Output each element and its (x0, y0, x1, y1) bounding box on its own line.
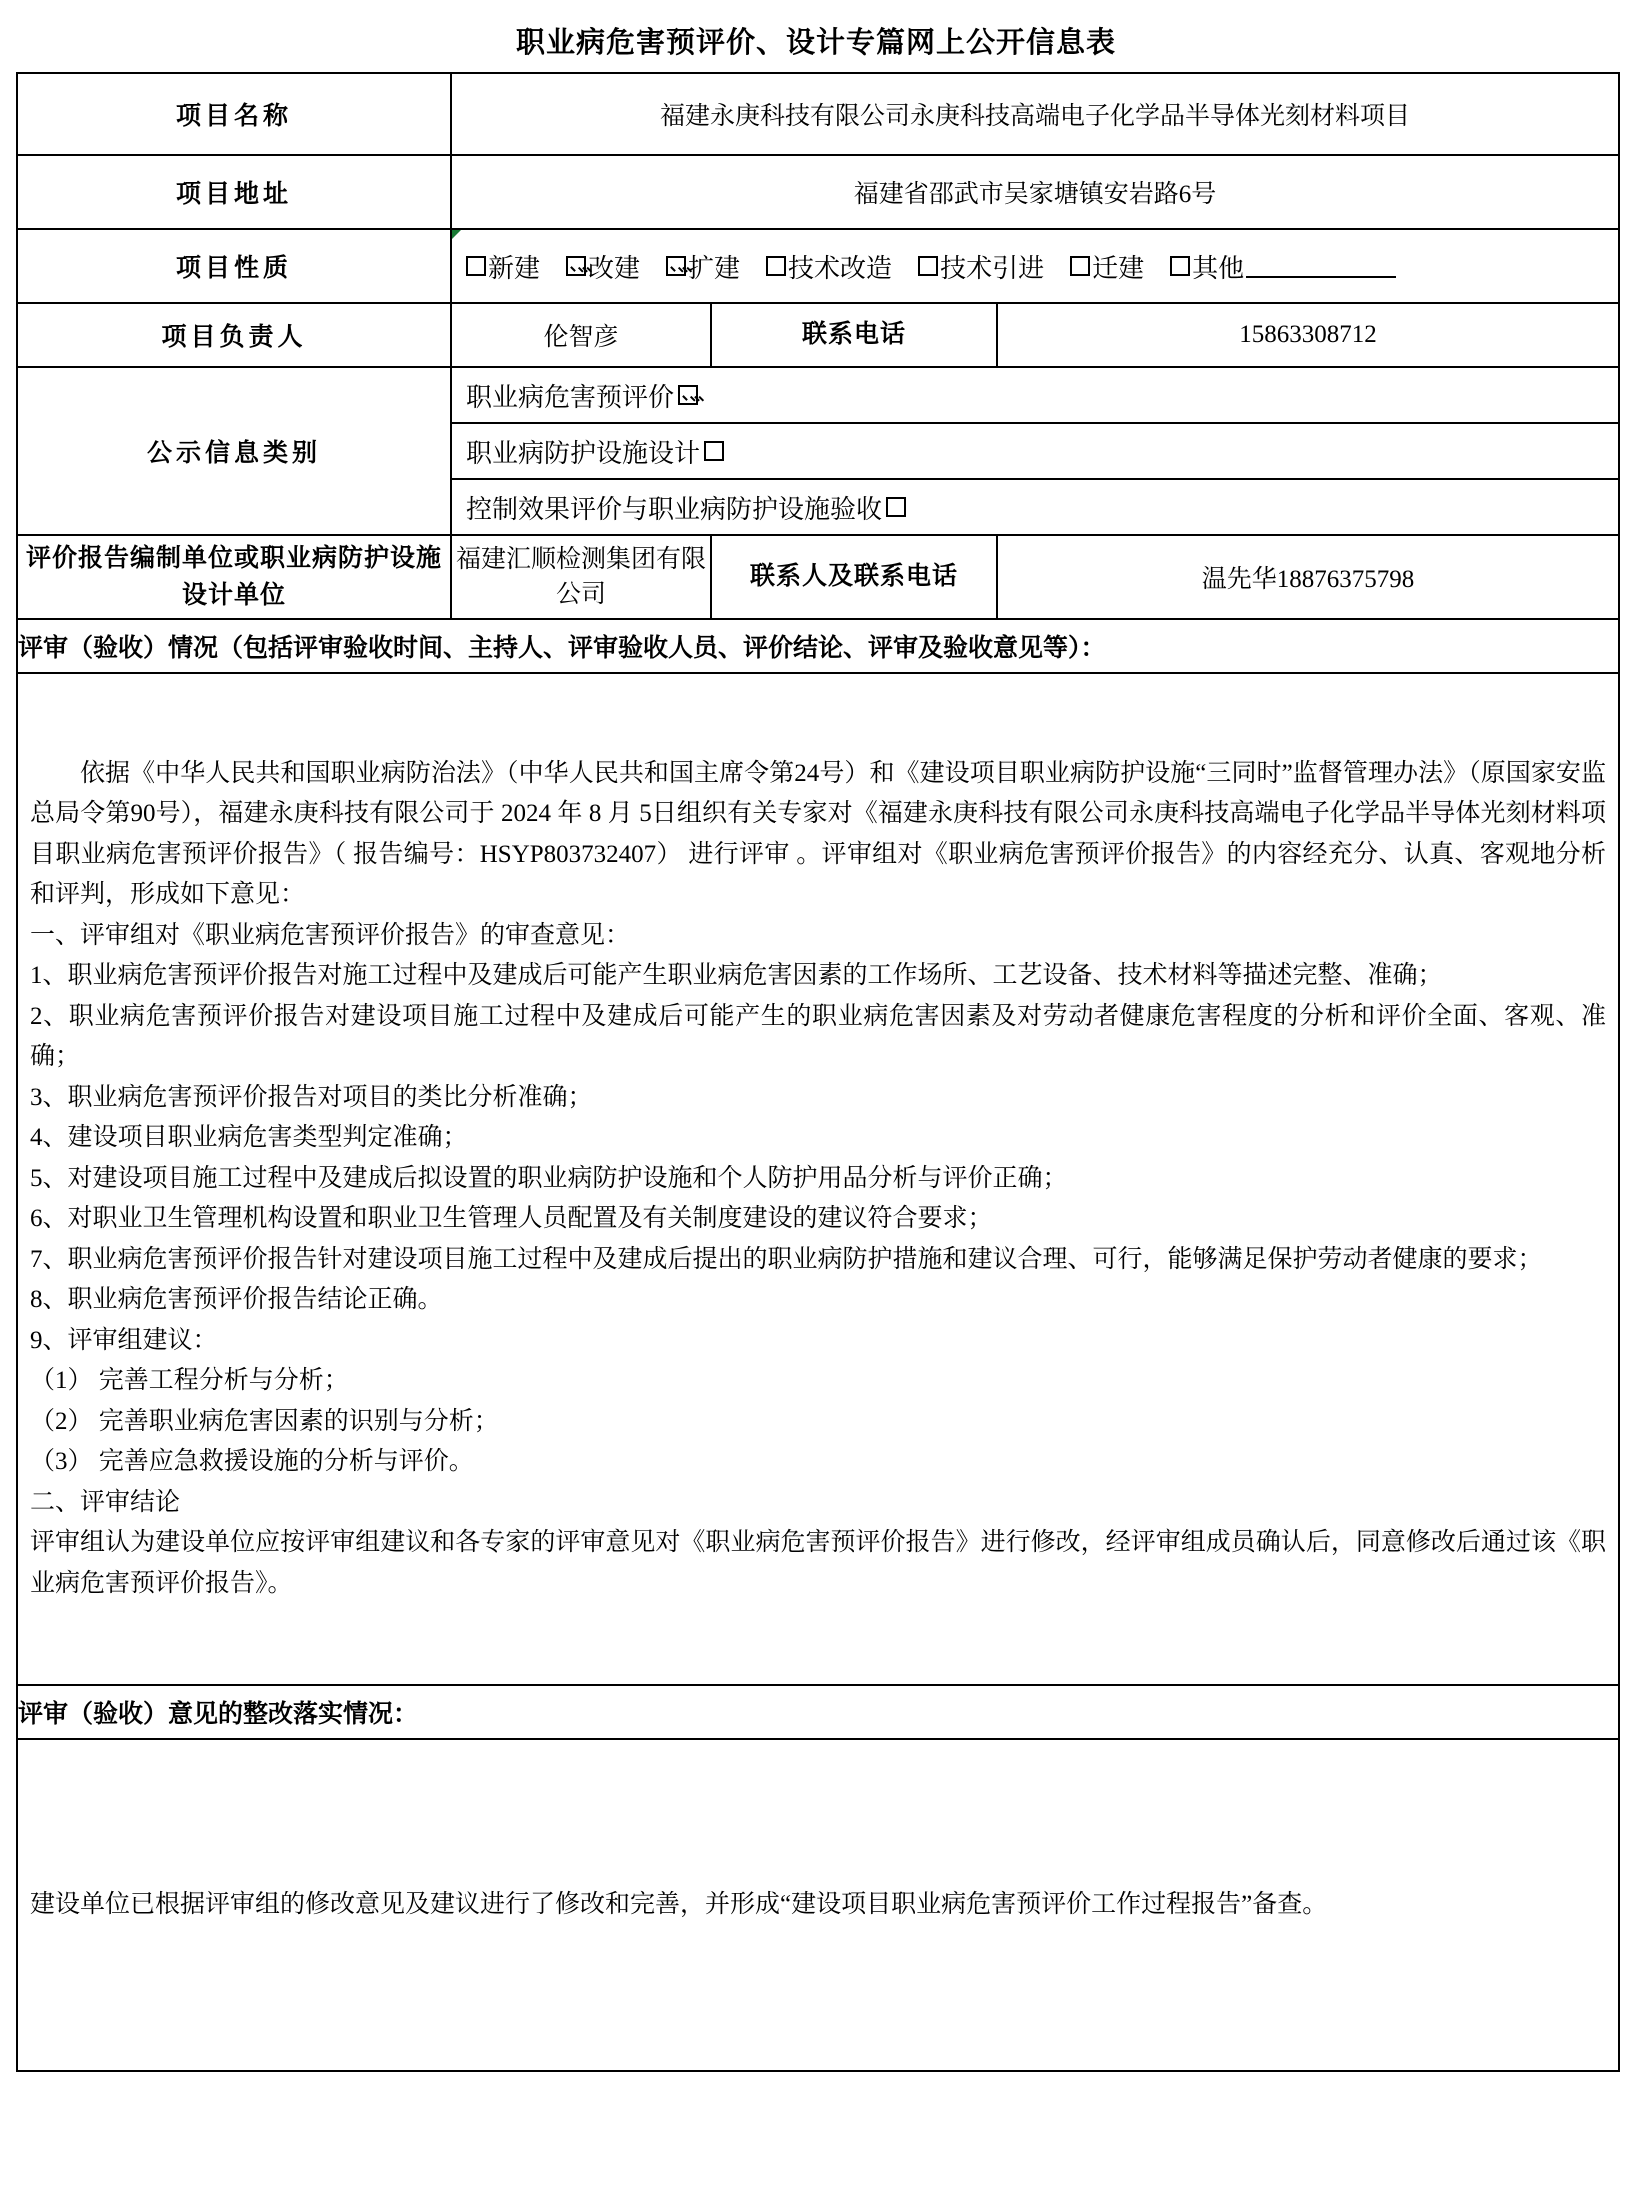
disclosure-category-label: 公示信息类别 (17, 367, 451, 535)
project-nature-checkbox-group[interactable] (452, 244, 1618, 289)
review-paragraph-2: 1、职业病危害预评价报告对施工过程中及建成后可能产生职业病危害因素的工作场所、工艺设备、技术材料等描述完整、准确； (30, 962, 1443, 990)
project-nature-option-label-6: 其他 (1192, 253, 1245, 283)
project-nature-option-0[interactable] (466, 248, 540, 285)
table-row-rectification-body (17, 1739, 1619, 2071)
disclosure-option-label-0: 职业病危害预评价 (466, 382, 675, 412)
contact-person-label: 联系人及联系电话 (711, 535, 997, 619)
report-unit-label: 评价报告编制单位或职业病防护设施设计单位 (17, 535, 451, 619)
disclosure-option-label-1: 职业病防护设施设计 (466, 438, 701, 468)
review-paragraph-9: 8、职业病危害预评价报告结论正确。 (30, 1286, 443, 1314)
project-nature-option-4[interactable] (918, 248, 1044, 285)
disclosure-category-option-2[interactable] (451, 479, 1619, 535)
checkbox-icon-facility-design[interactable] (704, 441, 724, 461)
disclosure-option-label-2: 控制效果评价与职业病防护设施验收 (466, 494, 883, 524)
project-name-value: 福建永庚科技有限公司永庚科技高端电子化学品半导体光刻材料项目 (451, 73, 1619, 155)
table-row-rectification-heading (17, 1685, 1619, 1739)
review-paragraph-13: （3） 完善应急救援设施的分析与评价。 (30, 1448, 474, 1476)
comment-marker-icon (452, 230, 461, 239)
checkbox-icon-3[interactable] (766, 256, 786, 276)
rectification-body-cell (17, 1739, 1619, 2071)
contact-phone-value: 15863308712 (997, 303, 1619, 367)
project-manager-label: 项目负责人 (17, 303, 451, 367)
project-nature-option-label-2: 扩建 (688, 253, 741, 283)
review-paragraph-0: 依据《中华人民共和国职业病防治法》（中华人民共和国主席令第24号）和《建设项目职业病防护设施“三同时”监督管理办法》（原国家安监总局令第90号），福建永庚科技有限公司于 2024 年 8 月 5日组织有关专家对《福建永庚科技有限公司永庚科技高端电子化学品半导体光刻材料项目职业病危害预评价报告》（ 报告编号：HSYP803732407） 进行评审 。评审组对《职业病危害预评价报告》的内容经充分、认真、客观地分析和评判，形成如下意见： (30, 759, 1606, 909)
table-row-disclosure-category-1 (17, 367, 1619, 423)
table-row-project-nature (17, 229, 1619, 303)
page-title: 职业病危害预评价、设计专篇网上公开信息表 (515, 27, 1116, 59)
checkbox-icon-2[interactable] (666, 256, 686, 276)
project-nature-option-label-1: 改建 (588, 253, 641, 283)
review-paragraph-12: （2） 完善职业病危害因素的识别与分析； (30, 1407, 499, 1435)
checkbox-icon-control-effect[interactable] (886, 497, 906, 517)
other-fill-in-blank[interactable] (1246, 254, 1396, 278)
project-nature-option-label-0: 新建 (488, 253, 541, 283)
project-address-value: 福建省邵武市吴家塘镇安岩路6号 (451, 155, 1619, 229)
review-paragraph-1: 一、评审组对《职业病危害预评价报告》的审查意见： (30, 921, 631, 949)
disclosure-category-option-0[interactable] (451, 367, 1619, 423)
table-row-project-address (17, 155, 1619, 229)
review-paragraph-8: 7、职业病危害预评价报告针对建设项目施工过程中及建成后提出的职业病防护措施和建议合理、可行，能够满足保护劳动者健康的要求； (30, 1245, 1543, 1273)
table-row-project-name (17, 73, 1619, 155)
rectification-section-heading: 评审（验收）意见的整改落实情况： (17, 1685, 1619, 1739)
review-paragraph-14: 二、评审结论 (30, 1488, 181, 1516)
project-nature-option-label-3: 技术改造 (788, 253, 893, 283)
project-manager-value: 伦智彦 (451, 303, 711, 367)
review-section-heading: 评审（验收）情况（包括评审验收时间、主持人、评审验收人员、评价结论、评审及验收意见等）： (17, 619, 1619, 673)
disclosure-info-table (16, 72, 1620, 2072)
project-address-label: 项目地址 (17, 155, 451, 229)
project-name-label: 项目名称 (17, 73, 451, 155)
checkbox-icon-4[interactable] (918, 256, 938, 276)
checkbox-icon-5[interactable] (1070, 256, 1090, 276)
review-paragraph-10: 9、评审组建议： (30, 1326, 218, 1354)
report-unit-value: 福建汇顺检测集团有限公司 (451, 535, 711, 619)
review-paragraph-4: 3、职业病危害预评价报告对项目的类比分析准确； (30, 1083, 593, 1111)
project-nature-option-1[interactable] (566, 248, 640, 285)
project-nature-option-2[interactable] (666, 248, 740, 285)
review-paragraph-6: 5、对建设项目施工过程中及建成后拟设置的职业病防护设施和个人防护用品分析与评价正确； (30, 1164, 1068, 1192)
review-paragraph-7: 6、对职业卫生管理机构设置和职业卫生管理人员配置及有关制度建设的建议符合要求； (30, 1205, 993, 1233)
contact-person-value: 温先华18876375798 (997, 535, 1619, 619)
project-nature-option-6[interactable] (1170, 248, 1396, 285)
project-nature-label: 项目性质 (17, 229, 451, 303)
review-paragraph-15: 评审组认为建设单位应按评审组建议和各专家的评审意见对《职业病危害预评价报告》进行修改，经评审组成员确认后，同意修改后通过该《职业病危害预评价报告》。 (30, 1529, 1606, 1597)
checkbox-icon-6[interactable] (1170, 256, 1190, 276)
table-row-report-unit (17, 535, 1619, 619)
checkbox-icon-0[interactable] (466, 256, 486, 276)
rectification-body-text (18, 1873, 1618, 1938)
contact-phone-label: 联系电话 (711, 303, 997, 367)
disclosure-category-option-1[interactable] (451, 423, 1619, 479)
table-row-project-manager (17, 303, 1619, 367)
review-paragraph-5: 4、建设项目职业病危害类型判定准确； (30, 1124, 468, 1152)
checkbox-icon-preassessment[interactable] (678, 385, 698, 405)
table-row-review-heading (17, 619, 1619, 673)
review-body-cell (17, 673, 1619, 1685)
review-paragraph-11: （1） 完善工程分析与分析； (30, 1367, 349, 1395)
project-nature-option-label-4: 技术引进 (940, 253, 1045, 283)
checkbox-icon-1[interactable] (566, 256, 586, 276)
rectification-paragraph: 建设单位已根据评审组的修改意见及建议进行了修改和完善，并形成“建设项目职业病危害预评价工作过程报告”备查。 (30, 1890, 1328, 1918)
review-paragraph-3: 2、职业病危害预评价报告对建设项目施工过程中及建成后可能产生的职业病危害因素及对劳动者健康危害程度的分析和评价全面、客观、准确； (30, 1002, 1606, 1071)
table-row-review-body (17, 673, 1619, 1685)
review-body-text (18, 742, 1618, 1617)
project-nature-options-cell (451, 229, 1619, 303)
project-nature-option-3[interactable] (766, 248, 892, 285)
project-nature-option-label-5: 迁建 (1092, 253, 1145, 283)
project-nature-option-5[interactable] (1070, 248, 1144, 285)
